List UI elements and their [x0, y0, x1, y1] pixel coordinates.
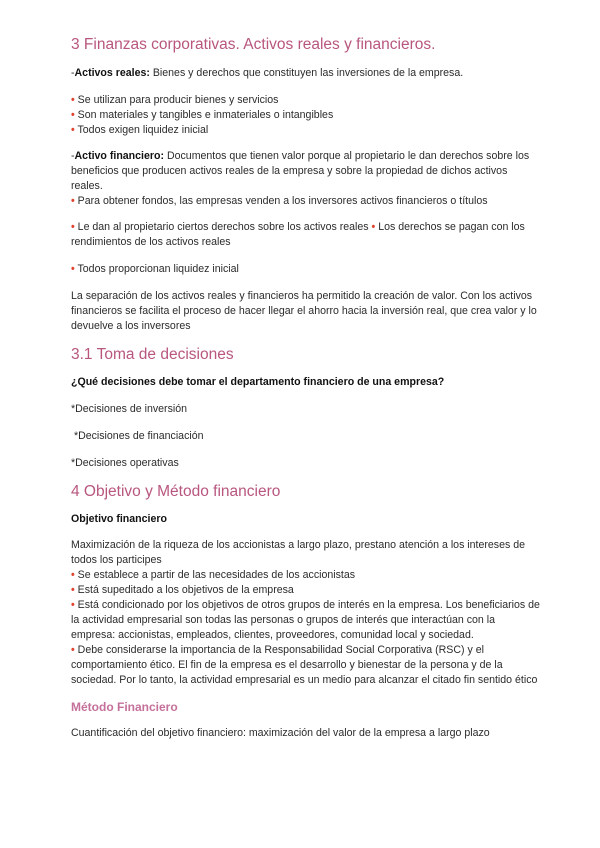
activo-financiero-text: Documentos que tienen valor porque al propietario le dan derechos sobre los beneficios que producen activos reales de la empresa y sobre la propiedad de dichos activos reales.	[71, 150, 530, 193]
list-item	[71, 643, 541, 688]
list-item	[71, 583, 541, 598]
bullet-icon: •	[371, 221, 376, 234]
list-item	[71, 123, 541, 138]
list-item-text: Todos exigen liquidez inicial	[77, 124, 209, 137]
objetivo-title-text: Objetivo financiero	[71, 513, 167, 526]
separation-paragraph: La separación de los activos reales y financieros ha permitido la creación de valor. Con los activos financieros se facilita el proceso de hacer llegar el ahorro hacia la inversión real, que crea valor y lo devuelve a los inversores	[71, 290, 537, 333]
activo-financiero-term: Activo financiero:	[74, 150, 165, 163]
dash: -	[71, 150, 75, 163]
section-3-1-title: 3.1 Toma de decisiones	[71, 346, 234, 364]
list-item-text: Debe considerarse la importancia de la Responsabilidad Social Corporativa (RSC) y el comportamiento ético. El fin de la empresa es el desarrollo y bienestar de la persona y de la sociedad. Por lo tanto, la actividad empresarial es un medio para alcanzar el citado fin sentido ético	[71, 644, 538, 687]
objetivo-financiero-title	[71, 512, 541, 527]
activos-reales-text: Bienes y derechos que constituyen las inversiones de la empresa.	[149, 67, 464, 80]
objetivo-intro: Maximización de la riqueza de los accionistas a largo plazo, prestano atención a los intereses de todos los participes	[71, 539, 526, 567]
list-item-text: Son materiales y tangibles e inmateriales o intangibles	[77, 109, 334, 122]
bullet-icon: •	[71, 569, 75, 582]
metodo-financiero-title: Método Financiero	[71, 700, 178, 715]
bullet-icon: •	[71, 221, 75, 234]
bullet-icon: •	[71, 584, 75, 597]
activos-reales-definition	[71, 66, 541, 81]
bullet-icon: •	[71, 94, 75, 107]
list-item	[71, 93, 541, 108]
list-item-text: Los derechos se pagan con los rendimientos de los activos reales	[71, 221, 525, 249]
list-item-text: Se establece a partir de las necesidades de los accionistas	[77, 569, 356, 582]
list-item-text: Todos proporcionan liquidez inicial	[77, 263, 239, 276]
list-item	[71, 194, 541, 209]
list-item	[71, 262, 541, 277]
decision-item: *Decisiones operativas	[71, 456, 179, 469]
activos-reales-list	[71, 93, 541, 138]
bullet-icon: •	[71, 263, 75, 276]
list-item	[71, 108, 541, 123]
document-page	[71, 30, 541, 741]
list-item-text: Se utilizan para producir bienes y servicios	[77, 94, 279, 107]
activos-reales-term: Activos reales:	[74, 67, 150, 80]
question-text: ¿Qué decisiones debe tomar el departamento financiero de una empresa?	[71, 375, 445, 388]
list-item-text: Está supeditado a los objetivos de la empresa	[77, 584, 294, 597]
bullet-icon: •	[71, 124, 75, 137]
dash: -	[71, 67, 75, 80]
bullet-icon: •	[71, 195, 75, 208]
section-4-title: 4 Objetivo y Método financiero	[71, 482, 281, 500]
list-item	[71, 598, 541, 643]
activo-financiero-definition	[71, 149, 541, 194]
list-item-text: Le dan al propietario ciertos derechos sobre los activos reales	[77, 221, 369, 234]
section-3-title: 3 Finanzas corporativas. Activos reales y financieros.	[71, 36, 436, 53]
list-item-text: Para obtener fondos, las empresas venden a los inversores activos financieros o títulos	[77, 195, 488, 208]
metodo-financiero-text: Cuantificación del objetivo financiero: maximización del valor de la empresa a largo plazo	[71, 727, 490, 740]
list-item	[71, 220, 541, 250]
decision-item: *Decisiones de inversión	[71, 402, 188, 415]
list-item-text: Está condicionado por los objetivos de otros grupos de interés en la empresa. Los beneficiarios de la actividad empresarial son todas las personas o grupos de interés que interactúan con la empresa: accionistas, empleados, clientes, proveedores, comunidad local y sociedad.	[71, 599, 540, 642]
bullet-icon: •	[71, 599, 75, 612]
list-item	[71, 568, 541, 583]
decision-item: *Decisiones de financiación	[71, 429, 204, 442]
decisions-question	[71, 375, 541, 390]
bullet-icon: •	[71, 644, 75, 657]
bullet-icon: •	[71, 109, 75, 122]
